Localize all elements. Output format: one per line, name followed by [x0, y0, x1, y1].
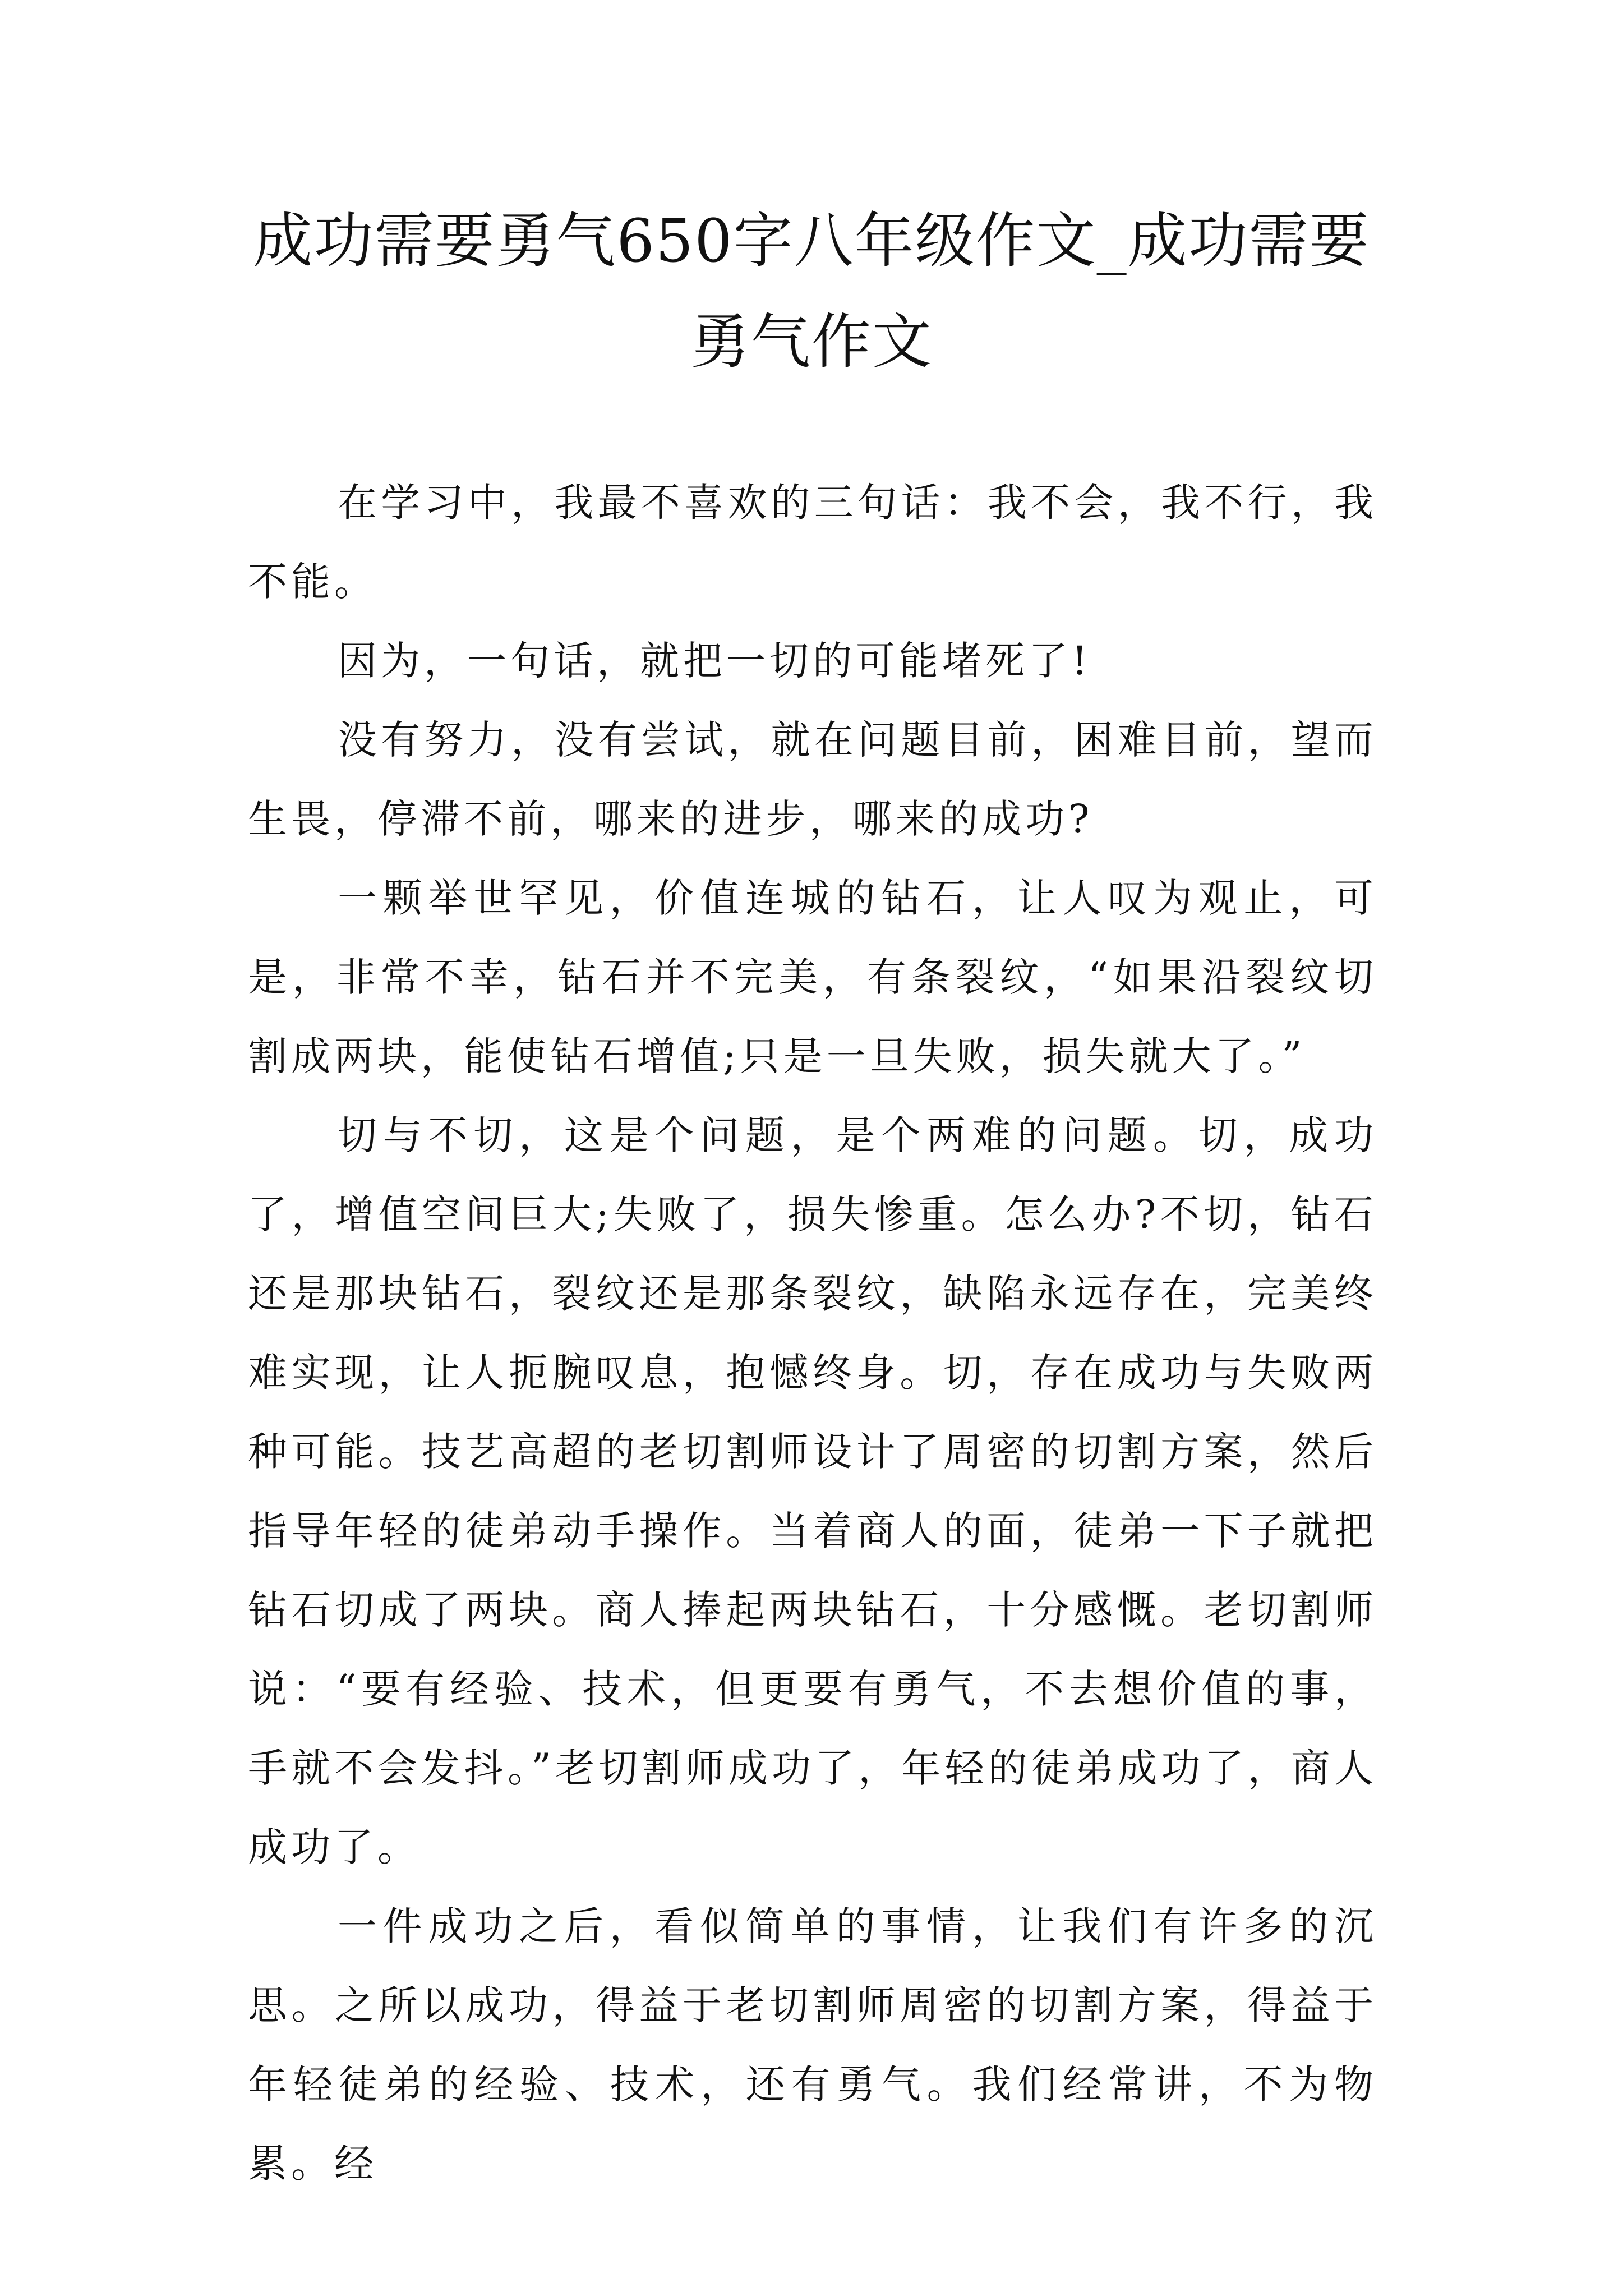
paragraph: 一颗举世罕见，价值连城的钻石，让人叹为观止，可是，非常不幸，钻石并不完美，有条裂纹，“如果沿裂纹切割成两块，能使钻石增值;只是一旦失败，损失就大了。” — [248, 875, 1377, 1079]
paragraph: 切与不切，这是个问题，是个两难的问题。切，成功了，增值空间巨大;失败了，损失惨重。怎么办?不切，钻石还是那块钻石，裂纹还是那条裂纹，缺陷永远存在，完美终难实现，让人扼腕叹息，抱憾终身。切，存在成功与失败两种可能。技艺高超的老切割师设计了周密的切割方案，然后指导年轻的徒弟动手操作。当着商人的面，徒弟一下子就把钻石切成了两块。商人捧起两块钻石，十分感慨。老切割师说：“要有经验、技术，但更要有勇气，不去想价值的事，手就不会发抖。”老切割师成功了，年轻的徒弟成功了，商人成功了。 — [248, 1112, 1377, 1870]
paragraph: 一件成功之后，看似简单的事情，让我们有许多的沉思。之所以成功，得益于老切割师周密的切割方案，得益于年轻徒弟的经验、技术，还有勇气。我们经常讲，不为物累。经 — [248, 1903, 1377, 2187]
document-title: 成功需要勇气650字八年级作文_成功需要勇气作文 — [253, 206, 1370, 376]
paragraph: 在学习中，我最不喜欢的三句话：我不会，我不行，我不能。 — [248, 480, 1377, 605]
paragraph: 因为，一句话，就把一切的可能堵死了! — [338, 638, 1092, 684]
document-body — [248, 463, 1377, 2203]
paragraph: 没有努力，没有尝试，就在问题目前，困难目前，望而生畏，停滞不前，哪来的进步，哪来的成功? — [248, 717, 1377, 842]
